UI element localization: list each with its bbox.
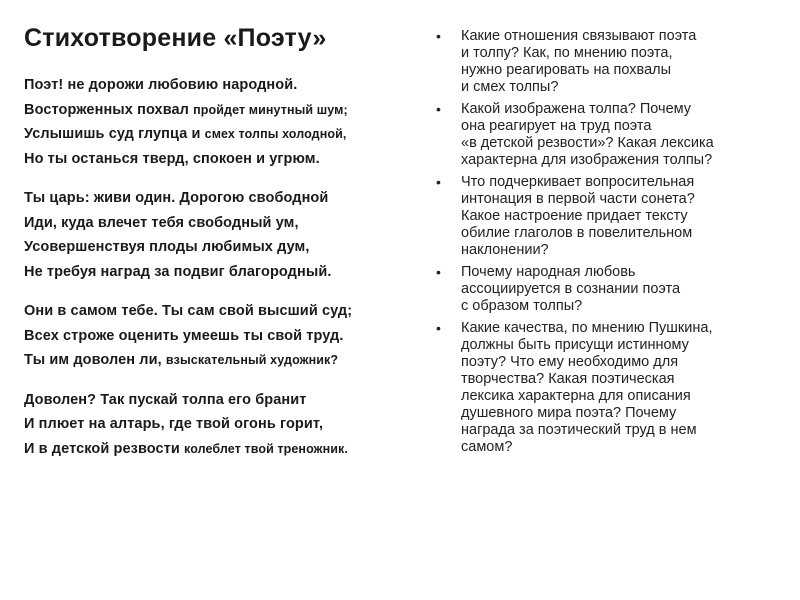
bullet-icon: • [436,320,441,336]
question-line: и толпу? Как, по мнению поэта, [461,45,673,61]
question-item [434,101,789,169]
poem-line: Доволен? Так пускай толпа его бранит [24,391,307,408]
question-line: Какие качества, по мнению Пушкина, [461,320,713,336]
bullet-icon: • [436,101,441,117]
question-item [434,320,789,456]
poem-line: Но ты останься тверд, спокоен и угрюм. [24,150,320,167]
question-line: душевного мира поэта? Почему [461,405,677,421]
bullet-icon: • [436,264,441,280]
question-line: награда за поэтический труд в нем [461,422,697,438]
poem-column [24,24,424,476]
poem-line: Не требуя наград за подвиг благородный. [24,263,332,280]
questions-column [434,28,789,461]
poem-line: Иди, куда влечет тебя свободный ум, [24,214,299,231]
poem-line: Ты царь: живи один. Дорогою свободной [24,190,329,206]
question-line: с образом толпы? [461,298,583,314]
bullet-icon: • [436,174,441,190]
question-line: Какой изображена толпа? Почему [461,101,692,117]
poem-line: Всех строже оценить умеешь ты свой труд. [24,327,344,344]
bullet-icon: • [436,28,441,44]
question-item [434,28,789,96]
question-item [434,174,789,259]
question-line: Почему народная любовь [461,264,636,280]
question-line: наклонении? [461,242,549,258]
question-line: ассоциируется в сознании поэта [461,281,681,297]
stanza-3 [24,299,424,373]
poem-line: Услышишь суд глупца и смех толпы холодной, [24,126,347,142]
poem-line: Ты им доволен ли, взыскательный художник? [24,352,339,368]
slide-title: Стихотворение «Поэту» [24,24,327,52]
question-line: интонация в первой части сонета? [461,191,695,207]
poem-line: Восторженных похвал пройдет минутный шум; [24,101,348,118]
poem-line: И в детской резвости колеблет твой треножник. [24,440,348,457]
question-line: лексика характерна для описания [461,388,691,404]
poem-line: Поэт! не дорожи любовию народной. [24,77,298,93]
question-line: «в детской резвости»? Какая лексика [461,135,714,151]
question-line: должны быть присущи истинному [461,337,689,353]
question-line: поэту? Что ему необходимо для [461,354,679,370]
question-line: она реагирует на труд поэта [461,118,652,134]
question-item [434,264,789,315]
stanza-4 [24,388,424,462]
question-line: характерна для изображения толпы? [461,152,713,168]
question-list [434,28,789,456]
question-line: самом? [461,439,513,455]
poem-line: Усовершенствуя плоды любимых дум, [24,239,310,255]
poem-line: И плюет на алтарь, где твой огонь горит, [24,416,324,432]
poem-line: Они в самом тебе. Ты сам свой высший суд; [24,303,353,319]
question-line: Какие отношения связывают поэта [461,28,697,44]
question-line: и смех толпы? [461,79,559,95]
question-line: нужно реагировать на похвалы [461,62,672,78]
stanza-2 [24,186,424,284]
stanza-1 [24,73,424,171]
question-line: Что подчеркивает вопросительная [461,174,695,190]
question-line: творчества? Какая поэтическая [461,371,675,387]
question-line: Какое настроение придает тексту [461,208,688,224]
question-line: обилие глаголов в повелительном [461,225,693,241]
